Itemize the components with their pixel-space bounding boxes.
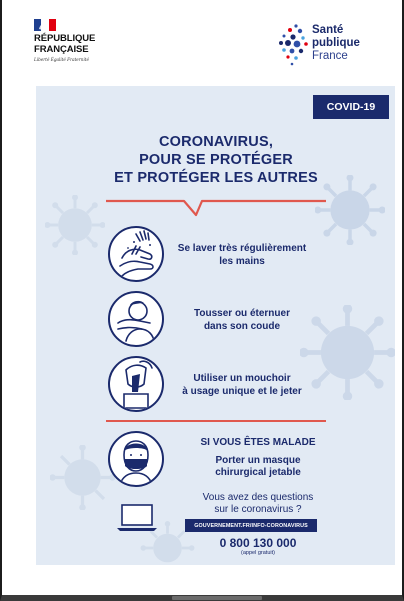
questions-line-2: sur le coronavirus ? [214,504,302,515]
covid-badge: COVID-19 [313,95,389,119]
horizontal-scrollbar[interactable] [172,596,262,600]
headline-line-3: ET PROTÉGER LES AUTRES [114,170,318,186]
sick-title: SI VOUS ÊTES MALADE [200,437,316,448]
headline-line-2: POUR SE PROTÉGER [139,152,293,168]
headline-line-1: CORONAVIRUS, [158,134,274,150]
laptop-icon [116,503,158,533]
gesture-caption-cough [162,307,322,333]
caption-line-1: Tousser ou éternuer [194,308,290,319]
face-mask-icon [108,431,164,487]
sante-publique-dots-icon [278,22,310,70]
spf-line-1: Santé [312,24,344,36]
questions-line-1: Vous avez des questions [202,492,314,503]
phone-number[interactable]: 0 800 130 000 [219,536,297,550]
caption-line-2: à usage unique et le jeter [182,386,302,397]
gesture-caption-handwashing [162,242,322,268]
marianne-flag-icon [34,19,56,31]
sante-publique-france-logo [278,22,378,72]
speech-bubble-divider [106,195,326,221]
hand-washing-icon [108,226,164,282]
republique-francaise-title: RÉPUBLIQUE FRANÇAISE [34,33,96,55]
caption-line-1: Se laver très régulièrement [177,243,307,254]
republique-motto: Liberté Égalité Fraternité [34,57,89,62]
spf-line-3: France [312,50,348,62]
virus-illustration-icon [50,445,115,510]
sick-line-2: chirurgical jetable [215,467,301,478]
spf-line-2: publique [312,37,360,49]
tissue-bin-icon [108,356,164,412]
phone-note: (appel gratuit) [241,550,275,556]
sante-publique-wordmark [312,24,360,63]
caption-line-2: dans son coude [203,321,281,332]
gesture-caption-tissue [162,372,322,398]
caption-line-2: les mains [219,256,265,267]
virus-illustration-icon [45,195,105,255]
sick-advice [168,455,348,479]
cough-elbow-icon [108,291,164,347]
poster-headline [96,133,336,187]
sick-line-1: Porter un masque [215,455,301,466]
section-divider [106,420,326,422]
questions-text [168,492,348,516]
gouvernement-link[interactable]: GOUVERNEMENT.FR/INFO-CORONAVIRUS [185,519,317,532]
caption-line-1: Utiliser un mouchoir [193,373,291,384]
